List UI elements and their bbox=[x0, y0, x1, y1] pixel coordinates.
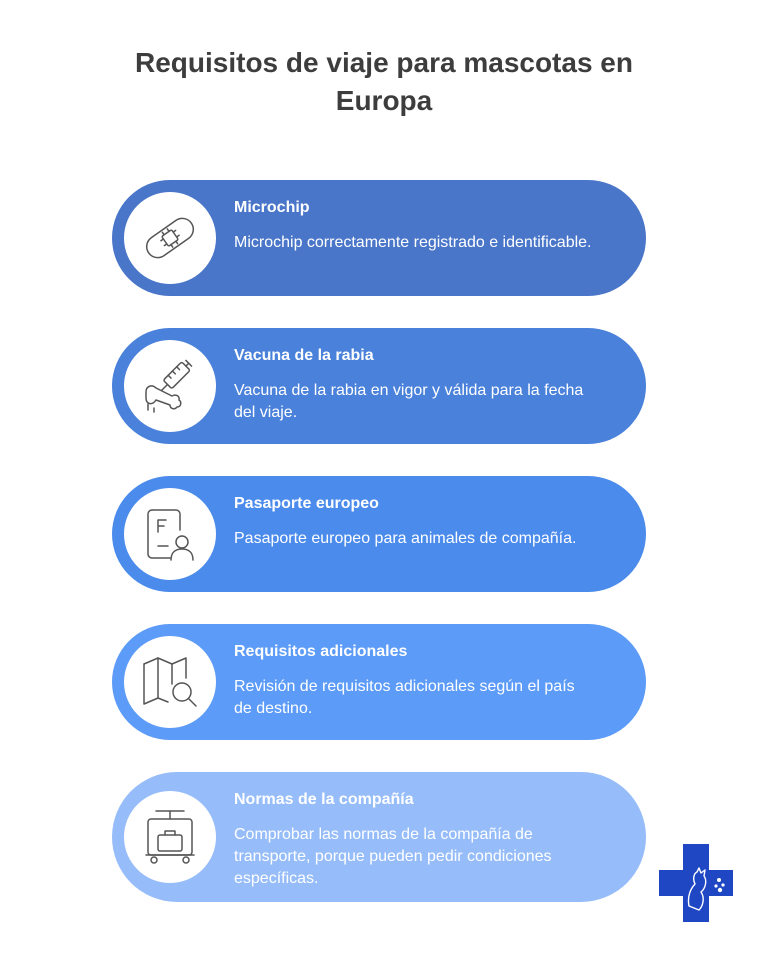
requirement-title: Normas de la compañía bbox=[234, 791, 414, 808]
requirement-description: Vacuna de la rabia en vigor y válida para la fecha del viaje. bbox=[234, 382, 584, 421]
requirements-list bbox=[112, 180, 646, 934]
requirement-description: Pasaporte europeo para animales de compañía. bbox=[234, 530, 577, 547]
syringe-bone-icon bbox=[138, 354, 202, 418]
icon-circle bbox=[124, 791, 216, 883]
requirement-card-european-passport bbox=[112, 476, 646, 592]
requirement-card-microchip bbox=[112, 180, 646, 296]
passport-icon bbox=[138, 502, 202, 566]
requirement-card-additional-requirements bbox=[112, 624, 646, 740]
requirement-title: Microchip bbox=[234, 199, 310, 216]
microchip-icon bbox=[138, 206, 202, 270]
map-search-icon bbox=[138, 650, 202, 714]
requirement-title: Vacuna de la rabia bbox=[234, 347, 374, 364]
icon-circle bbox=[124, 340, 216, 432]
luggage-cart-icon bbox=[138, 805, 202, 869]
requirement-card-company-rules bbox=[112, 772, 646, 902]
icon-circle bbox=[124, 192, 216, 284]
icon-circle bbox=[124, 488, 216, 580]
requirement-title: Pasaporte europeo bbox=[234, 495, 379, 512]
vet-cross-logo bbox=[659, 844, 733, 922]
requirement-description: Microchip correctamente registrado e identificable. bbox=[234, 234, 592, 251]
icon-circle bbox=[124, 636, 216, 728]
requirement-description: Comprobar las normas de la compañía de transporte, porque pueden pedir condiciones específicas. bbox=[234, 826, 552, 887]
requirement-card-rabies-vaccine bbox=[112, 328, 646, 444]
page-title: Requisitos de viaje para mascotas en Europa bbox=[135, 47, 633, 116]
requirement-description: Revisión de requisitos adicionales según el país de destino. bbox=[234, 678, 575, 717]
requirement-title: Requisitos adicionales bbox=[234, 643, 408, 660]
